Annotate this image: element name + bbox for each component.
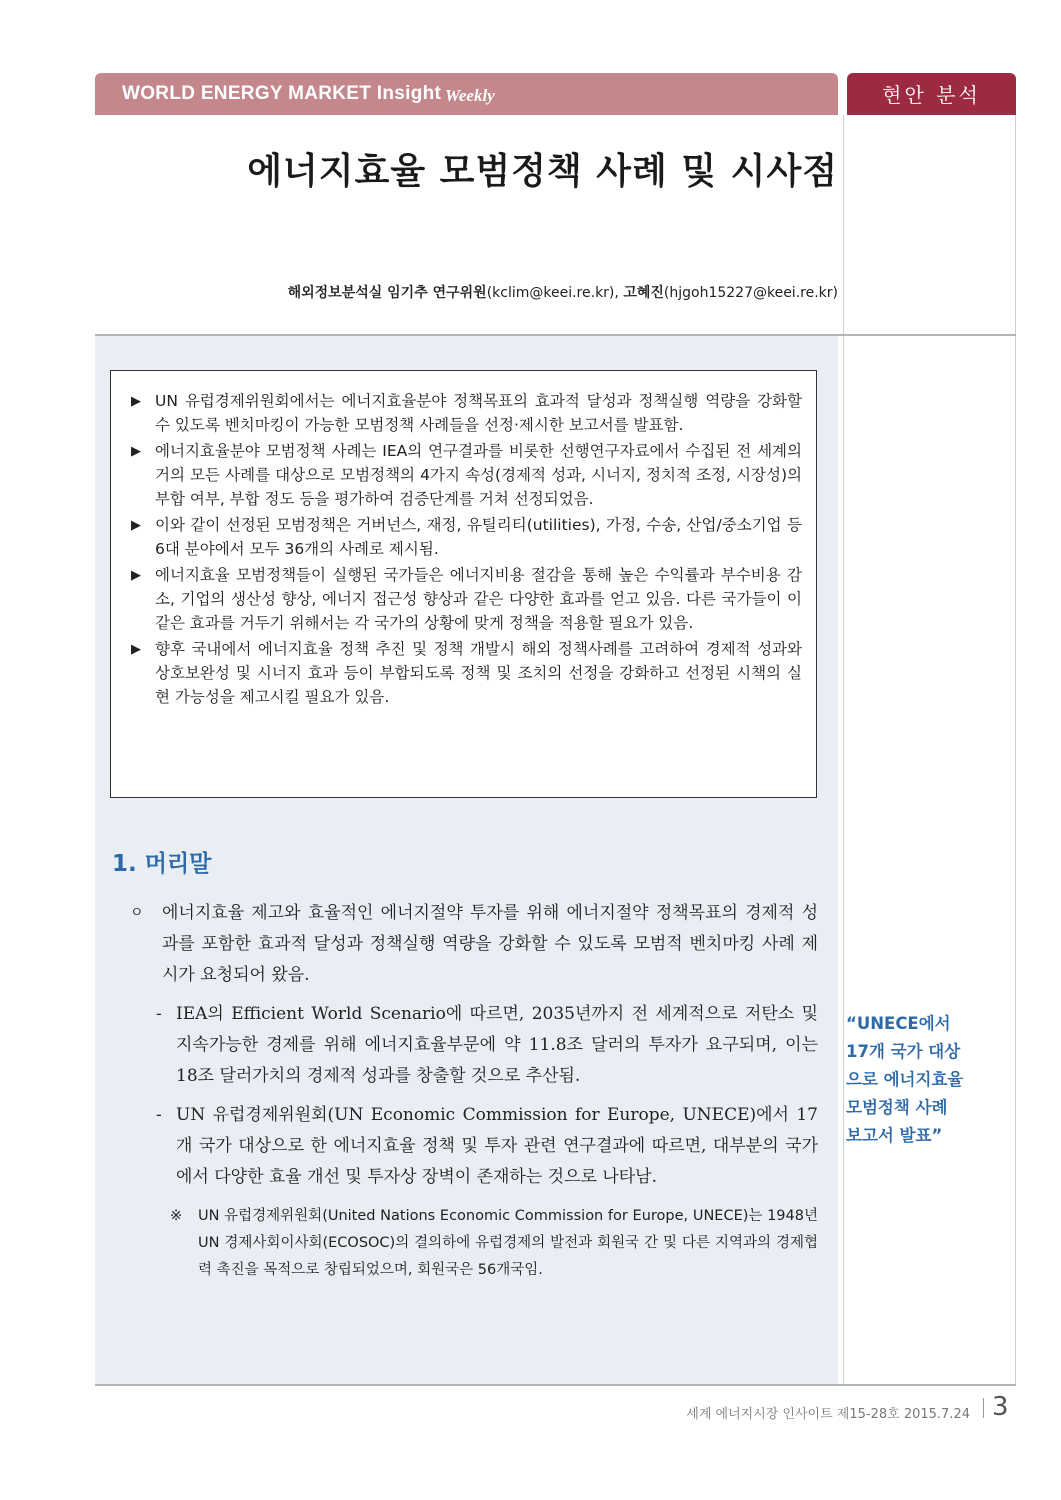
author-line: [95, 282, 838, 302]
summary-text: 에너지효율 모범정책들이 실행된 국가들은 에너지비용 절감을 통해 높은 수익률과 부수비용 감소, 기업의 생산성 향상, 에너지 접근성 향상과 같은 다양한 효과를 얻고 있음. 다른 국가들이 이같은 효과를 거두기 위해서는 각 국가의 상황에 맞게 정책을 적용할 필요가 있음.: [155, 566, 802, 632]
summary-text: 에너지효율분야 모범정책 사례는 IEA의 연구결과를 비롯한 선행연구자료에서 수집된 전 세계의 거의 모든 사례를 대상으로 모범정책의 4가지 속성(경제적 성과, 시너지, 정치적 조정, 시장성)의 부합 여부, 부합 정도 등을 평가하여 검증단계를 거쳐 선정되었음.: [155, 442, 802, 508]
article-title: 에너지효율 모범정책 사례 및 시사점: [247, 151, 838, 192]
intro-text: 에너지효율 제고와 효율적인 에너지절약 투자를 위해 에너지절약 정책목표의 경제적 성과를 포함한 효과적 달성과 정책실행 역량을 강화할 수 있도록 모범적 벤치마킹 사례 제시가 요청되어 왔음.: [162, 903, 818, 985]
dash-paragraph-1: [130, 999, 818, 1092]
publication-title: WORLD ENERGY MARKET Insight: [122, 83, 442, 104]
dash-marker: -: [156, 1004, 162, 1024]
summary-text: 이와 같이 선정된 모범정책은 거버넌스, 재정, 유틸리티(utilities), 가정, 수송, 산업/중소기업 등 6대 분야에서 모두 36개의 사례로 제시됨.: [155, 516, 802, 558]
page-number: 3: [992, 1392, 1009, 1422]
dash-text-2: UN 유럽경제위원회(UN Economic Commission for Europe, UNECE)에서 17개 국가 대상으로 한 에너지효율 정책 및 투자 관련 연구결과에 따르면, 대부분의 국가에서 다양한 효율 개선 및 투자상 장벽이 존재하는 것으로 나타남.: [176, 1105, 818, 1187]
intro-paragraph: [130, 898, 818, 991]
footer-separator: [983, 1398, 984, 1418]
triangle-bullet-icon: ▶: [131, 642, 141, 657]
triangle-bullet-icon: ▶: [131, 444, 141, 459]
summary-item: [131, 563, 802, 635]
summary-text: 향후 국내에서 에너지효율 정책 추진 및 정책 개발시 해외 정책사례를 고려하여 경제적 성과와 상호보완성 및 시너지 효과 등이 부합되도록 정책 및 조치의 선정을 강화하고 선정된 시책의 실현 가능성을 제고시킬 필요가 있음.: [155, 640, 802, 706]
author-email-2: (hjgoh15227@keei.re.kr): [663, 285, 838, 301]
summary-item: [131, 637, 802, 709]
dash-marker: -: [156, 1105, 162, 1125]
right-border: [1015, 115, 1016, 1385]
triangle-bullet-icon: ▶: [131, 394, 141, 409]
dash-paragraph-2: [130, 1100, 818, 1193]
footnote: [130, 1203, 818, 1284]
section-heading: 1. 머리말: [112, 851, 212, 877]
summary-item: [131, 439, 802, 511]
author-dept: 해외정보분석실 임기추 연구위원: [287, 285, 487, 301]
author-name-2: 고혜진: [623, 285, 664, 301]
summary-item: [131, 389, 802, 437]
section-body: [130, 898, 818, 1284]
pull-quote: “UNECE에서 17개 국가 대상으로 에너지효율 모범정책 사례 보고서 발표”: [846, 1014, 964, 1145]
dash-text-1: IEA의 Efficient World Scenario에 따르면, 2035년까지 전 세계적으로 저탄소 및 지속가능한 경제를 위해 에너지효율부문에 약 11.8조 달러의 투자가 요구되며, 이는 18조 달러가치의 경제적 성과를 창출할 것으로 추산됨.: [176, 1004, 818, 1086]
column-divider: [843, 115, 844, 1385]
footnote-text: UN 유럽경제위원회(United Nations Economic Commission for Europe, UNECE)는 1948년 UN 경제사회이사회(ECOSOC)의 결의하에 유럽경제의 발전과 회원국 간 및 다른 지역과의 경제협력 촉진을 목적으로 창립되었으며, 회원국은 56개국임.: [198, 1208, 818, 1278]
triangle-bullet-icon: ▶: [131, 518, 141, 533]
reference-mark-icon: ※: [170, 1208, 183, 1224]
author-email-1: (kclim@keei.re.kr),: [486, 285, 619, 301]
section-tag: 현안 분석: [847, 73, 1016, 115]
summary-item: [131, 513, 802, 561]
triangle-bullet-icon: ▶: [131, 568, 141, 583]
summary-text: UN 유럽경제위원회에서는 에너지효율분야 정책목표의 효과적 달성과 정책실행 역량을 강화할 수 있도록 벤치마킹이 가능한 모범정책 사례들을 선정·제시한 보고서를 발표함.: [155, 392, 802, 434]
circle-marker: ㅇ: [130, 905, 144, 921]
bottom-rule: [95, 1384, 1016, 1386]
publication-weekly: Weekly: [445, 86, 495, 105]
summary-box: [110, 370, 817, 798]
footer-text: 세계 에너지시장 인사이트 제15-28호 2015.7.24: [686, 1407, 970, 1422]
